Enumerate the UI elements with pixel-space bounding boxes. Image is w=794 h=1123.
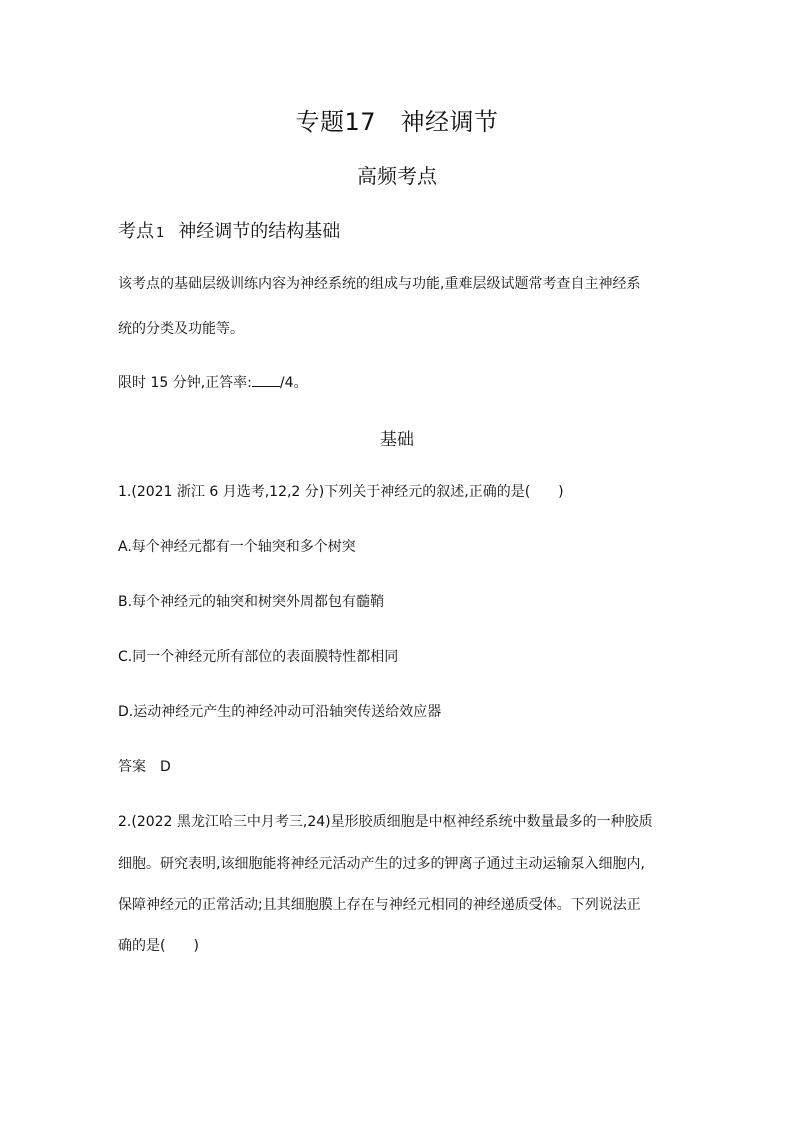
question-2-line-4: 确的是( ) xyxy=(118,938,199,954)
answer-value: D xyxy=(160,759,171,775)
level-heading: 基础 xyxy=(380,430,414,450)
section-heading xyxy=(118,217,340,243)
section-label: 考点 xyxy=(118,221,154,242)
question-2-line-2: 细胞。研究表明,该细胞能将神经元活动产生的过多的钾离子通过主动运输泵入细胞内, xyxy=(118,856,645,872)
time-limit xyxy=(118,372,678,392)
question-1-option-a: A.每个神经元都有一个轴突和多个树突 xyxy=(118,539,356,555)
page-title: 专题17 神经调节 xyxy=(295,108,499,136)
intro-line-1: 该考点的基础层级训练内容为神经系统的组成与功能,重难层级试题常考查自主神经系 xyxy=(118,276,641,292)
intro-line-2: 统的分类及功能等。 xyxy=(118,321,244,337)
section-number: 1 xyxy=(156,226,165,241)
section-name: 神经调节的结构基础 xyxy=(178,221,341,242)
page-subtitle: 高频考点 xyxy=(357,164,437,188)
time-limit-prefix: 限时 15 分钟,正答率: xyxy=(118,375,252,391)
answer-blank xyxy=(252,374,280,387)
question-1-option-c: C.同一个神经元所有部位的表面膜特性都相同 xyxy=(118,649,399,665)
question-1-option-b: B.每个神经元的轴突和树突外周都包有髓鞘 xyxy=(118,594,385,610)
question-1-option-d: D.运动神经元产生的神经冲动可沿轴突传送给效应器 xyxy=(118,704,442,720)
question-2-line-1: 2.(2022 黑龙江哈三中月考三,24)星形胶质细胞是中枢神经系统中数量最多的一种胶质 xyxy=(118,814,653,830)
answer-label: 答案 xyxy=(118,759,146,775)
time-limit-suffix: /4。 xyxy=(279,375,308,391)
question-1-answer xyxy=(118,756,678,776)
question-1-stem: 1.(2021 浙江 6 月选考,12,2 分)下列关于神经元的叙述,正确的是( ) xyxy=(118,484,564,500)
question-2-line-3: 保障神经元的正常活动;且其细胞膜上存在与神经元相同的神经递质受体。下列说法正 xyxy=(118,897,641,913)
